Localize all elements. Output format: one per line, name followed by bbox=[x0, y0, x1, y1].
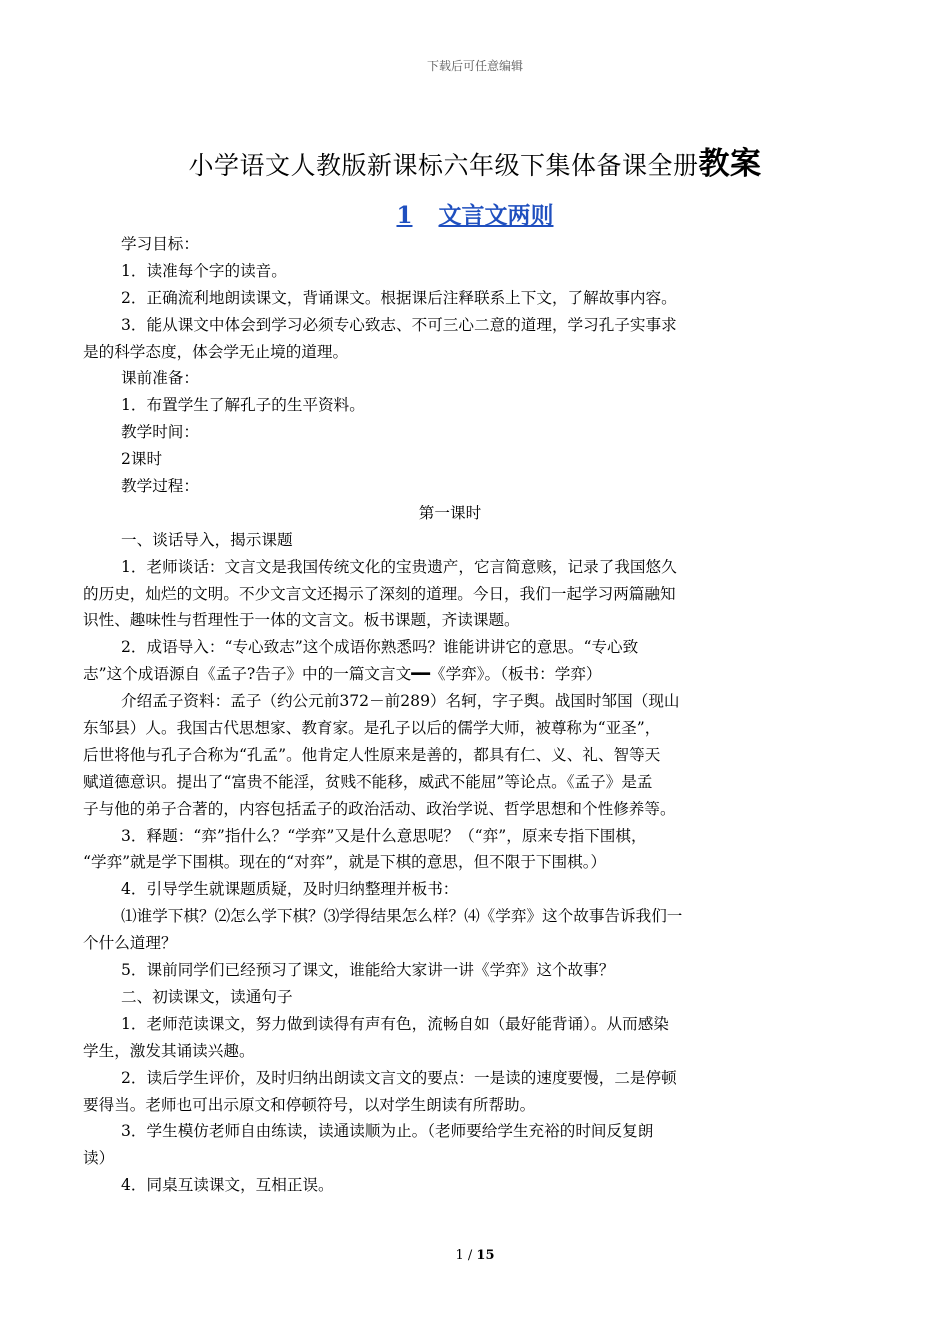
text-line: 一、谈话导入，揭示课题 bbox=[121, 530, 293, 549]
document-title-emphasis: 教案 bbox=[698, 146, 762, 182]
text-line: 4．同桌互读课文，互相正误。 bbox=[121, 1176, 334, 1195]
text-line: 教学过程： bbox=[121, 477, 199, 496]
text-line: 2．正确流利地朗读课文，背诵课文。根据课后注释联系上下文，了解故事内容。 bbox=[121, 288, 677, 307]
text-line: 教学时间： bbox=[121, 423, 199, 442]
text-line: 后世将他与孔子合称为“孔孟”。他肯定人性原来是善的，都具有仁、义、礼、智等天 bbox=[83, 745, 661, 764]
page-indicator bbox=[0, 1248, 950, 1263]
document-title-main: 小学语文人教版新课标六年级下集体备课全册 bbox=[188, 151, 699, 180]
text-line: 4．引导学生就课题质疑，及时归纳整理并板书： bbox=[121, 880, 459, 899]
text-line: 1．布置学生了解孔子的生平资料。 bbox=[121, 396, 365, 415]
page-current: 1 bbox=[455, 1248, 464, 1263]
document-title bbox=[0, 138, 950, 183]
page-separator: / bbox=[463, 1248, 477, 1263]
text-line: 课前准备： bbox=[121, 369, 199, 388]
text-line: 识性、趣味性与哲理性于一体的文言文。板书课题，齐读课题。 bbox=[83, 611, 520, 630]
lesson-title bbox=[0, 197, 950, 230]
text-line: 3．释题：“弈”指什么？“学弈”又是什么意思呢？（“弈”，原来专指下围棋， bbox=[121, 826, 647, 845]
text-line: ⑴谁学下棋？⑵怎么学下棋？⑶学得结果怎么样？⑷《学弈》这个故事告诉我们一 bbox=[121, 907, 683, 926]
text-line: 子与他的弟子合著的，内容包括孟子的政治活动、政治学说、哲学思想和个性修养等。 bbox=[83, 799, 676, 818]
text-line: 1．老师谈话：文言文是我国传统文化的宝贵遗产，它言简意赅，记录了我国悠久 bbox=[121, 557, 677, 576]
text-line: 学习目标： bbox=[121, 235, 199, 253]
lesson-name: 文言文两则 bbox=[438, 202, 554, 229]
text-line: 5．课前同学们已经预习了课文，谁能给大家讲一讲《学弈》这个故事？ bbox=[121, 961, 615, 980]
text-line: 1．老师范读课文，努力做到读得有声有色，流畅自如（最好能背诵）。从而感染 bbox=[121, 1014, 669, 1033]
text-line: 的历史，灿烂的文明。不少文言文还揭示了深刻的道理。今日，我们一起学习两篇融知 bbox=[83, 584, 676, 603]
text-line: 1．读准每个字的读音。 bbox=[121, 261, 287, 280]
text-line: 是的科学态度，体会学无止境的道理。 bbox=[83, 342, 349, 361]
header-note: 下载后可任意编辑 bbox=[426, 59, 523, 73]
page-total: 15 bbox=[476, 1248, 495, 1263]
text-line: 读） bbox=[83, 1149, 115, 1168]
text-line: 东邹县）人。我国古代思想家、教育家。是孔子以后的儒学大师，被尊称为“亚圣”， bbox=[83, 719, 661, 738]
text-line: 3．学生模仿老师自由练读，读通读顺为止。（老师要给学生充裕的时间反复朗 bbox=[121, 1122, 654, 1141]
text-line: 二、初读课文，读通句子 bbox=[121, 987, 293, 1006]
text-line: 个什么道理？ bbox=[83, 934, 177, 953]
text-line: 2课时 bbox=[121, 450, 163, 469]
text-line: 赋道德意识。提出了“富贵不能淫，贫贱不能移，威武不能屈”等论点。《孟子》是孟 bbox=[83, 772, 653, 791]
text-line: 2．成语导入：“专心致志”这个成语你熟悉吗？谁能讲讲它的意思。“专心致 bbox=[121, 638, 639, 657]
text-line: 介绍孟子资料：孟子（约公元前372－前289）名轲，字子舆。战国时邹国（现山 bbox=[121, 692, 680, 711]
lesson-number: 1 bbox=[396, 202, 413, 229]
document-body bbox=[83, 231, 817, 1199]
text-line: 3．能从课文中体会到学习必须专心致志、不可三心二意的道理，学习孔子实事求 bbox=[121, 315, 677, 334]
text-line: “学弈”就是学下围棋。现在的“对弈”，就是下棋的意思，但不限于下围棋。） bbox=[83, 853, 607, 872]
section-heading: 第一课时 bbox=[418, 503, 482, 522]
text-line: 2．读后学生评价，及时归纳出朗读文言文的要点：一是读的速度要慢，二是停顿 bbox=[121, 1068, 677, 1087]
text-line: 志”这个成语源自《孟子?告子》中的一篇文言文━━《学弈》。（板书：学弈） bbox=[83, 665, 602, 684]
text-line: 要得当。老师也可出示原文和停顿符号，以对学生朗读有所帮助。 bbox=[83, 1095, 536, 1114]
text-line: 学生，激发其诵读兴趣。 bbox=[83, 1041, 255, 1060]
